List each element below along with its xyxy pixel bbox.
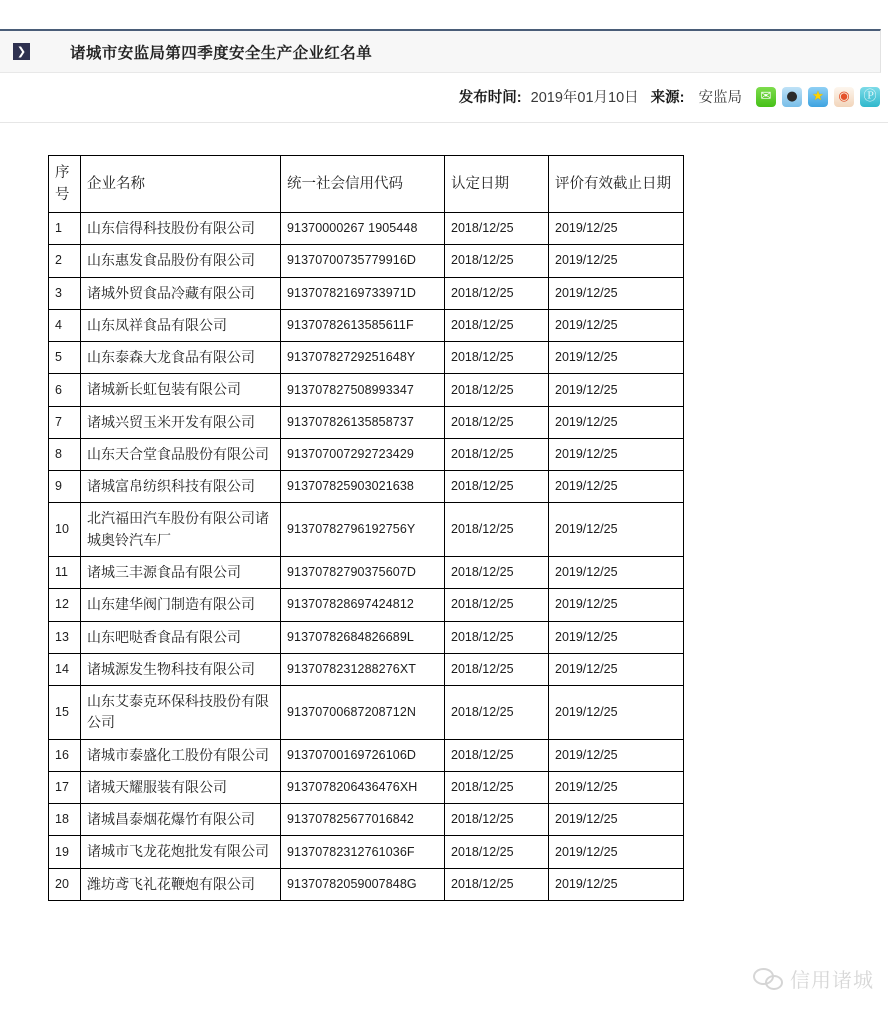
share-icon-group: [756, 87, 880, 107]
row-index: 20: [49, 868, 81, 900]
certify-date: 2018/12/25: [445, 471, 549, 503]
weibo-share-glyph: ◉: [838, 89, 850, 104]
header-until: 评价有效截止日期: [549, 156, 684, 213]
company-name: 北汽福田汽车股份有限公司诸城奥铃汽车厂: [81, 503, 281, 557]
row-index: 13: [49, 621, 81, 653]
valid-until-date: 2019/12/25: [549, 739, 684, 771]
page-header-inner: [0, 31, 880, 72]
row-index: 3: [49, 277, 81, 309]
certify-date: 2018/12/25: [445, 245, 549, 277]
chevron-right-icon[interactable]: ❯: [13, 43, 30, 60]
dianping-share-icon[interactable]: [860, 87, 880, 107]
row-index: 12: [49, 589, 81, 621]
article-meta: [459, 86, 880, 107]
valid-until-date: 2019/12/25: [549, 374, 684, 406]
row-index: 14: [49, 653, 81, 685]
certify-date: 2018/12/25: [445, 438, 549, 470]
credit-code: 91370782684826689L: [281, 621, 445, 653]
valid-until-date: 2019/12/25: [549, 836, 684, 868]
credit-code: 9137078231288276XT: [281, 653, 445, 685]
table-row: [49, 471, 684, 503]
valid-until-date: 2019/12/25: [549, 868, 684, 900]
certify-date: 2018/12/25: [445, 503, 549, 557]
company-name: 诸城兴贸玉米开发有限公司: [81, 406, 281, 438]
qzone-share-glyph: ★: [812, 89, 824, 104]
row-index: 4: [49, 309, 81, 341]
table-row: [49, 374, 684, 406]
certify-date: 2018/12/25: [445, 836, 549, 868]
company-name: 潍坊鸢飞礼花鞭炮有限公司: [81, 868, 281, 900]
company-name: 诸城天耀服装有限公司: [81, 771, 281, 803]
company-name: 诸城外贸食品冷藏有限公司: [81, 277, 281, 309]
credit-code: 91370700169726106D: [281, 739, 445, 771]
table-row: [49, 309, 684, 341]
certify-date: 2018/12/25: [445, 804, 549, 836]
table-row: [49, 277, 684, 309]
credit-code: 91370782790375607D: [281, 556, 445, 588]
table-row: [49, 342, 684, 374]
certify-date: 2018/12/25: [445, 277, 549, 309]
company-name: 诸城新长虹包装有限公司: [81, 374, 281, 406]
table-row: [49, 556, 684, 588]
valid-until-date: 2019/12/25: [549, 804, 684, 836]
company-name: 山东艾泰克环保科技股份有限公司: [81, 686, 281, 740]
valid-until-date: 2019/12/25: [549, 589, 684, 621]
source-label: 来源:: [650, 90, 685, 106]
table-row: [49, 686, 684, 740]
credit-code: 913707827508993347: [281, 374, 445, 406]
valid-until-date: 2019/12/25: [549, 406, 684, 438]
watermark: [753, 964, 874, 993]
credit-code: 91370782796192756Y: [281, 503, 445, 557]
certify-date: 2018/12/25: [445, 406, 549, 438]
qq-share-glyph: ●: [786, 89, 798, 104]
table-row: [49, 804, 684, 836]
certify-date: 2018/12/25: [445, 309, 549, 341]
valid-until-date: 2019/12/25: [549, 277, 684, 309]
valid-until-date: 2019/12/25: [549, 471, 684, 503]
row-index: 7: [49, 406, 81, 438]
row-index: 5: [49, 342, 81, 374]
table-row: [49, 621, 684, 653]
row-index: 9: [49, 471, 81, 503]
publish-time-value: 2019年01月10日: [530, 90, 639, 106]
row-index: 16: [49, 739, 81, 771]
company-name: 山东天合堂食品股份有限公司: [81, 438, 281, 470]
table-row: [49, 503, 684, 557]
source-value: 安监局: [698, 90, 742, 106]
valid-until-date: 2019/12/25: [549, 686, 684, 740]
company-name: 山东泰森大龙食品有限公司: [81, 342, 281, 374]
valid-until-date: 2019/12/25: [549, 556, 684, 588]
certify-date: 2018/12/25: [445, 868, 549, 900]
valid-until-date: 2019/12/25: [549, 503, 684, 557]
valid-until-date: 2019/12/25: [549, 438, 684, 470]
company-name: 山东建华阀门制造有限公司: [81, 589, 281, 621]
weibo-share-icon[interactable]: [834, 87, 854, 107]
credit-code: 91370700735779916D: [281, 245, 445, 277]
row-index: 17: [49, 771, 81, 803]
table-row: [49, 406, 684, 438]
wechat-share-icon[interactable]: [756, 87, 776, 107]
valid-until-date: 2019/12/25: [549, 309, 684, 341]
table-row: [49, 245, 684, 277]
credit-code: 91370782613585611F: [281, 309, 445, 341]
row-index: 15: [49, 686, 81, 740]
certify-date: 2018/12/25: [445, 556, 549, 588]
qzone-share-icon[interactable]: [808, 87, 828, 107]
valid-until-date: 2019/12/25: [549, 653, 684, 685]
company-name: 诸城市飞龙花炮批发有限公司: [81, 836, 281, 868]
table-row: [49, 438, 684, 470]
credit-code: 913707826135858737: [281, 406, 445, 438]
table-row: [49, 771, 684, 803]
watermark-text: 信用诸城: [790, 968, 874, 992]
redlist-table-wrapper: [48, 155, 683, 901]
redlist-table: [48, 155, 684, 901]
qq-share-icon[interactable]: [782, 87, 802, 107]
company-name: 诸城三丰源食品有限公司: [81, 556, 281, 588]
credit-code: 913707828697424812: [281, 589, 445, 621]
wechat-watermark-icon: [753, 966, 783, 992]
certify-date: 2018/12/25: [445, 653, 549, 685]
credit-code: 913707825677016842: [281, 804, 445, 836]
company-name: 诸城昌泰烟花爆竹有限公司: [81, 804, 281, 836]
certify-date: 2018/12/25: [445, 739, 549, 771]
certify-date: 2018/12/25: [445, 686, 549, 740]
credit-code: 91370782729251648Y: [281, 342, 445, 374]
header-no: 序号: [49, 156, 81, 213]
row-index: 11: [49, 556, 81, 588]
header-name: 企业名称: [81, 156, 281, 213]
header-date: 认定日期: [445, 156, 549, 213]
certify-date: 2018/12/25: [445, 621, 549, 653]
row-index: 18: [49, 804, 81, 836]
valid-until-date: 2019/12/25: [549, 342, 684, 374]
row-index: 10: [49, 503, 81, 557]
certify-date: 2018/12/25: [445, 771, 549, 803]
company-name: 诸城源发生物科技有限公司: [81, 653, 281, 685]
page-title: 诸城市安监局第四季度安全生产企业红名单: [70, 44, 373, 62]
certify-date: 2018/12/25: [445, 589, 549, 621]
table-row: [49, 868, 684, 900]
company-name: 山东惠发食品股份有限公司: [81, 245, 281, 277]
credit-code: 913707007292723429: [281, 438, 445, 470]
wechat-share-glyph: ✉: [760, 89, 772, 104]
meta-divider: [0, 122, 888, 123]
table-row: [49, 836, 684, 868]
table-row: [49, 739, 684, 771]
credit-code: 91370782059007848G: [281, 868, 445, 900]
credit-code: 913707825903021638: [281, 471, 445, 503]
valid-until-date: 2019/12/25: [549, 771, 684, 803]
credit-code: 91370782312761036F: [281, 836, 445, 868]
credit-code: 91370700687208712N: [281, 686, 445, 740]
company-name: 诸城富帛纺织科技有限公司: [81, 471, 281, 503]
certify-date: 2018/12/25: [445, 213, 549, 245]
table-header-row: [49, 156, 684, 213]
credit-code: 9137078206436476XH: [281, 771, 445, 803]
row-index: 19: [49, 836, 81, 868]
row-index: 6: [49, 374, 81, 406]
valid-until-date: 2019/12/25: [549, 245, 684, 277]
dianping-share-glyph: Ⓟ: [863, 89, 877, 104]
row-index: 8: [49, 438, 81, 470]
table-row: [49, 653, 684, 685]
company-name: 山东凤祥食品有限公司: [81, 309, 281, 341]
company-name: 山东信得科技股份有限公司: [81, 213, 281, 245]
company-name: 山东吧哒香食品有限公司: [81, 621, 281, 653]
valid-until-date: 2019/12/25: [549, 213, 684, 245]
publish-time-label: 发布时间:: [458, 90, 522, 106]
credit-code: 91370000267 1905448: [281, 213, 445, 245]
table-row: [49, 589, 684, 621]
certify-date: 2018/12/25: [445, 342, 549, 374]
valid-until-date: 2019/12/25: [549, 621, 684, 653]
page-header-bar: [0, 29, 881, 73]
credit-code: 91370782169733971D: [281, 277, 445, 309]
header-code: 统一社会信用代码: [281, 156, 445, 213]
row-index: 1: [49, 213, 81, 245]
row-index: 2: [49, 245, 81, 277]
certify-date: 2018/12/25: [445, 374, 549, 406]
table-row: [49, 213, 684, 245]
company-name: 诸城市泰盛化工股份有限公司: [81, 739, 281, 771]
